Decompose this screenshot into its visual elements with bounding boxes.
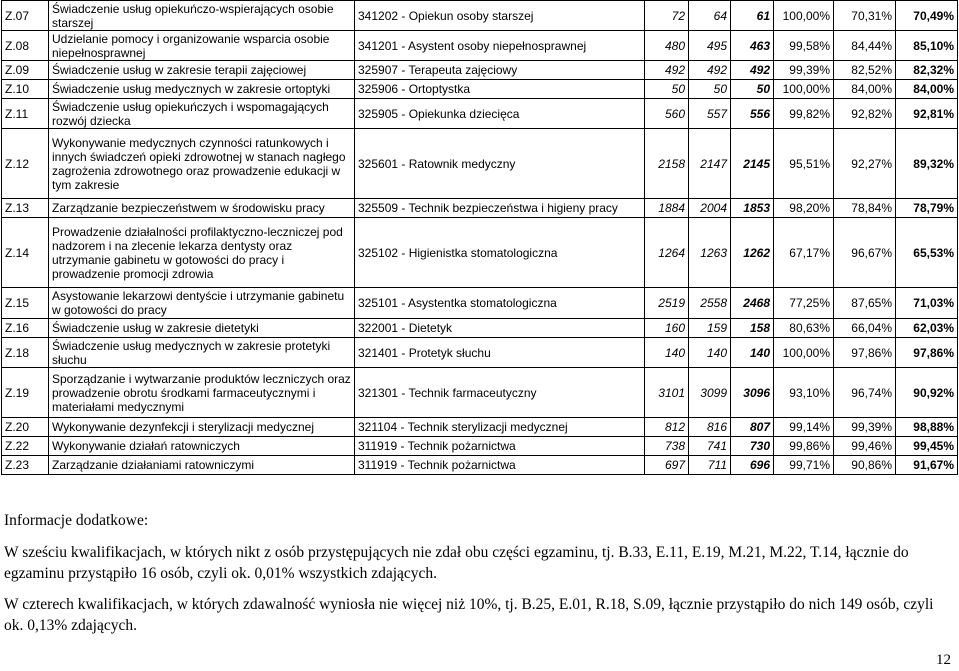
table-row	[2, 199, 958, 218]
row-percent-3: 62,03%	[896, 319, 958, 338]
row-count-a: 50	[645, 80, 689, 99]
table-row	[2, 1, 958, 31]
row-percent-2: 82,52%	[834, 61, 896, 80]
row-count-c: 158	[731, 319, 774, 338]
table-row	[2, 31, 958, 61]
row-count-a: 3101	[645, 368, 689, 418]
row-profession: 321301 - Technik farmaceutyczny	[355, 368, 645, 418]
row-percent-3: 98,88%	[896, 418, 958, 437]
row-percent-1: 100,00%	[774, 1, 834, 31]
row-name: Asystowanie lekarzowi dentyście i utrzymanie gabinetu w gotowości do pracy	[49, 288, 355, 319]
row-count-b: 50	[689, 80, 731, 99]
row-profession: 325601 - Ratownik medyczny	[355, 129, 645, 199]
row-count-a: 160	[645, 319, 689, 338]
row-count-c: 492	[731, 61, 774, 80]
table-row	[2, 288, 958, 319]
row-code: Z.19	[2, 368, 49, 418]
row-percent-3: 82,32%	[896, 61, 958, 80]
row-count-b: 2558	[689, 288, 731, 319]
row-profession: 321401 - Protetyk słuchu	[355, 338, 645, 368]
row-code: Z.08	[2, 31, 49, 61]
table-row	[2, 456, 958, 475]
row-name: Wykonywanie działań ratowniczych	[49, 437, 355, 456]
row-count-b: 159	[689, 319, 731, 338]
table-row	[2, 61, 958, 80]
row-count-c: 61	[731, 1, 774, 31]
row-percent-3: 99,45%	[896, 437, 958, 456]
table-row	[2, 368, 958, 418]
row-profession: 341201 - Asystent osoby niepełnosprawnej	[355, 31, 645, 61]
row-code: Z.12	[2, 129, 49, 199]
row-profession: 311919 - Technik pożarnictwa	[355, 456, 645, 475]
row-name: Sporządzanie i wytwarzanie produktów leczniczych oraz prowadzenie obrotu środkami farmaceutycznymi i materiałami medycznymi	[49, 368, 355, 418]
row-code: Z.22	[2, 437, 49, 456]
row-count-b: 2004	[689, 199, 731, 218]
info-paragraph-2: W czterech kwalifikacjach, w których zdawalność wyniosła nie więcej niż 10%, tj. B.25, E.01, R.18, S.09, łącznie przystąpiło do nich 149 osób, czyli ok. 0,13% zdających.	[4, 596, 934, 634]
row-percent-2: 84,44%	[834, 31, 896, 61]
row-percent-2: 78,84%	[834, 199, 896, 218]
row-count-c: 140	[731, 338, 774, 368]
row-count-a: 492	[645, 61, 689, 80]
row-profession: 311919 - Technik pożarnictwa	[355, 437, 645, 456]
row-count-c: 3096	[731, 368, 774, 418]
row-profession: 321104 - Technik sterylizacji medycznej	[355, 418, 645, 437]
row-code: Z.16	[2, 319, 49, 338]
row-profession: 325101 - Asystentka stomatologiczna	[355, 288, 645, 319]
row-count-c: 807	[731, 418, 774, 437]
row-percent-2: 96,74%	[834, 368, 896, 418]
row-count-c: 1262	[731, 218, 774, 288]
row-name: Świadczenie usług opiekuńczo-wspierających osobie starszej	[49, 1, 355, 31]
row-percent-3: 92,81%	[896, 99, 958, 129]
row-percent-1: 95,51%	[774, 129, 834, 199]
table-row	[2, 80, 958, 99]
row-percent-2: 97,86%	[834, 338, 896, 368]
row-percent-1: 99,86%	[774, 437, 834, 456]
row-name: Świadczenie usług opiekuńczych i wspomagających rozwój dziecka	[49, 99, 355, 129]
row-percent-3: 85,10%	[896, 31, 958, 61]
table-row	[2, 437, 958, 456]
row-percent-2: 99,46%	[834, 437, 896, 456]
qualifications-table	[1, 0, 958, 475]
row-code: Z.11	[2, 99, 49, 129]
row-percent-1: 93,10%	[774, 368, 834, 418]
page-number: 12	[936, 652, 951, 668]
row-percent-1: 67,17%	[774, 218, 834, 288]
row-code: Z.10	[2, 80, 49, 99]
row-percent-3: 97,86%	[896, 338, 958, 368]
row-percent-2: 99,39%	[834, 418, 896, 437]
table-row	[2, 418, 958, 437]
table-row	[2, 319, 958, 338]
table-row	[2, 129, 958, 199]
row-name: Świadczenie usług medycznych w zakresie protetyki słuchu	[49, 338, 355, 368]
row-name: Prowadzenie działalności profilaktyczno-leczniczej pod nadzorem i na zlecenie lekarza dentysty oraz utrzymanie gabinetu w gotowości do pracy i prowadzenie promocji zdrowia	[49, 218, 355, 288]
table-body	[2, 1, 958, 475]
row-count-c: 50	[731, 80, 774, 99]
row-percent-1: 99,71%	[774, 456, 834, 475]
row-count-a: 560	[645, 99, 689, 129]
row-name: Zarządzanie bezpieczeństwem w środowisku pracy	[49, 199, 355, 218]
row-count-c: 463	[731, 31, 774, 61]
row-code: Z.18	[2, 338, 49, 368]
row-percent-2: 90,86%	[834, 456, 896, 475]
row-profession: 341202 - Opiekun osoby starszej	[355, 1, 645, 31]
row-name: Zarządzanie działaniami ratowniczymi	[49, 456, 355, 475]
row-count-a: 2519	[645, 288, 689, 319]
row-code: Z.14	[2, 218, 49, 288]
row-percent-3: 71,03%	[896, 288, 958, 319]
row-count-b: 741	[689, 437, 731, 456]
row-percent-2: 92,27%	[834, 129, 896, 199]
row-percent-2: 87,65%	[834, 288, 896, 319]
row-count-a: 812	[645, 418, 689, 437]
row-name: Udzielanie pomocy i organizowanie wsparcia osobie niepełnosprawnej	[49, 31, 355, 61]
row-count-a: 738	[645, 437, 689, 456]
row-percent-3: 65,53%	[896, 218, 958, 288]
row-code: Z.20	[2, 418, 49, 437]
row-percent-1: 99,14%	[774, 418, 834, 437]
row-count-a: 697	[645, 456, 689, 475]
info-heading: Informacje dodatkowe:	[4, 512, 149, 529]
row-count-b: 557	[689, 99, 731, 129]
table-row	[2, 218, 958, 288]
row-count-b: 3099	[689, 368, 731, 418]
row-count-b: 140	[689, 338, 731, 368]
row-percent-1: 80,63%	[774, 319, 834, 338]
row-count-a: 1264	[645, 218, 689, 288]
row-name: Wykonywanie dezynfekcji i sterylizacji medycznej	[49, 418, 355, 437]
row-count-c: 2145	[731, 129, 774, 199]
row-count-a: 2158	[645, 129, 689, 199]
row-percent-3: 78,79%	[896, 199, 958, 218]
row-percent-1: 99,58%	[774, 31, 834, 61]
row-code: Z.13	[2, 199, 49, 218]
row-count-b: 495	[689, 31, 731, 61]
row-name: Świadczenie usług w zakresie terapii zajęciowej	[49, 61, 355, 80]
row-percent-1: 100,00%	[774, 80, 834, 99]
row-profession: 322001 - Dietetyk	[355, 319, 645, 338]
row-count-c: 1853	[731, 199, 774, 218]
row-count-a: 140	[645, 338, 689, 368]
row-count-a: 72	[645, 1, 689, 31]
row-profession: 325102 - Higienistka stomatologiczna	[355, 218, 645, 288]
row-code: Z.07	[2, 1, 49, 31]
row-count-a: 480	[645, 31, 689, 61]
table-row	[2, 338, 958, 368]
row-count-b: 64	[689, 1, 731, 31]
row-percent-1: 77,25%	[774, 288, 834, 319]
row-percent-1: 99,39%	[774, 61, 834, 80]
row-percent-2: 84,00%	[834, 80, 896, 99]
row-profession: 325906 - Ortoptystka	[355, 80, 645, 99]
row-percent-2: 92,82%	[834, 99, 896, 129]
row-percent-3: 70,49%	[896, 1, 958, 31]
row-code: Z.23	[2, 456, 49, 475]
row-count-c: 730	[731, 437, 774, 456]
row-name: Świadczenie usług medycznych w zakresie ortoptyki	[49, 80, 355, 99]
row-percent-2: 70,31%	[834, 1, 896, 31]
info-paragraph-1: W sześciu kwalifikacjach, w których nikt z osób przystępujących nie zdał obu części egzaminu, tj. B.33, E.11, E.19, M.21, M.22, T.14, łącznie do egzaminu przystąpiło 16 osób, czyli ok. 0,01% wszystkich zdających.	[4, 544, 909, 582]
row-percent-1: 100,00%	[774, 338, 834, 368]
row-percent-3: 91,67%	[896, 456, 958, 475]
table-row	[2, 99, 958, 129]
row-name: Świadczenie usług w zakresie dietetyki	[49, 319, 355, 338]
row-percent-1: 98,20%	[774, 199, 834, 218]
row-count-c: 696	[731, 456, 774, 475]
row-name: Wykonywanie medycznych czynności ratunkowych i innych świadczeń opieki zdrowotnej w stanach nagłego zagrożenia zdrowotnego oraz prowadzenie edukacji w tym zakresie	[49, 129, 355, 199]
row-code: Z.09	[2, 61, 49, 80]
row-count-b: 492	[689, 61, 731, 80]
row-code: Z.15	[2, 288, 49, 319]
row-percent-2: 96,67%	[834, 218, 896, 288]
row-percent-3: 89,32%	[896, 129, 958, 199]
row-percent-2: 66,04%	[834, 319, 896, 338]
row-profession: 325905 - Opiekunka dziecięca	[355, 99, 645, 129]
row-count-b: 711	[689, 456, 731, 475]
row-profession: 325907 - Terapeuta zajęciowy	[355, 61, 645, 80]
row-profession: 325509 - Technik bezpieczeństwa i higieny pracy	[355, 199, 645, 218]
row-percent-1: 99,82%	[774, 99, 834, 129]
row-percent-3: 84,00%	[896, 80, 958, 99]
row-percent-3: 90,92%	[896, 368, 958, 418]
row-count-b: 816	[689, 418, 731, 437]
row-count-b: 1263	[689, 218, 731, 288]
row-count-b: 2147	[689, 129, 731, 199]
row-count-a: 1884	[645, 199, 689, 218]
row-count-c: 2468	[731, 288, 774, 319]
row-count-c: 556	[731, 99, 774, 129]
